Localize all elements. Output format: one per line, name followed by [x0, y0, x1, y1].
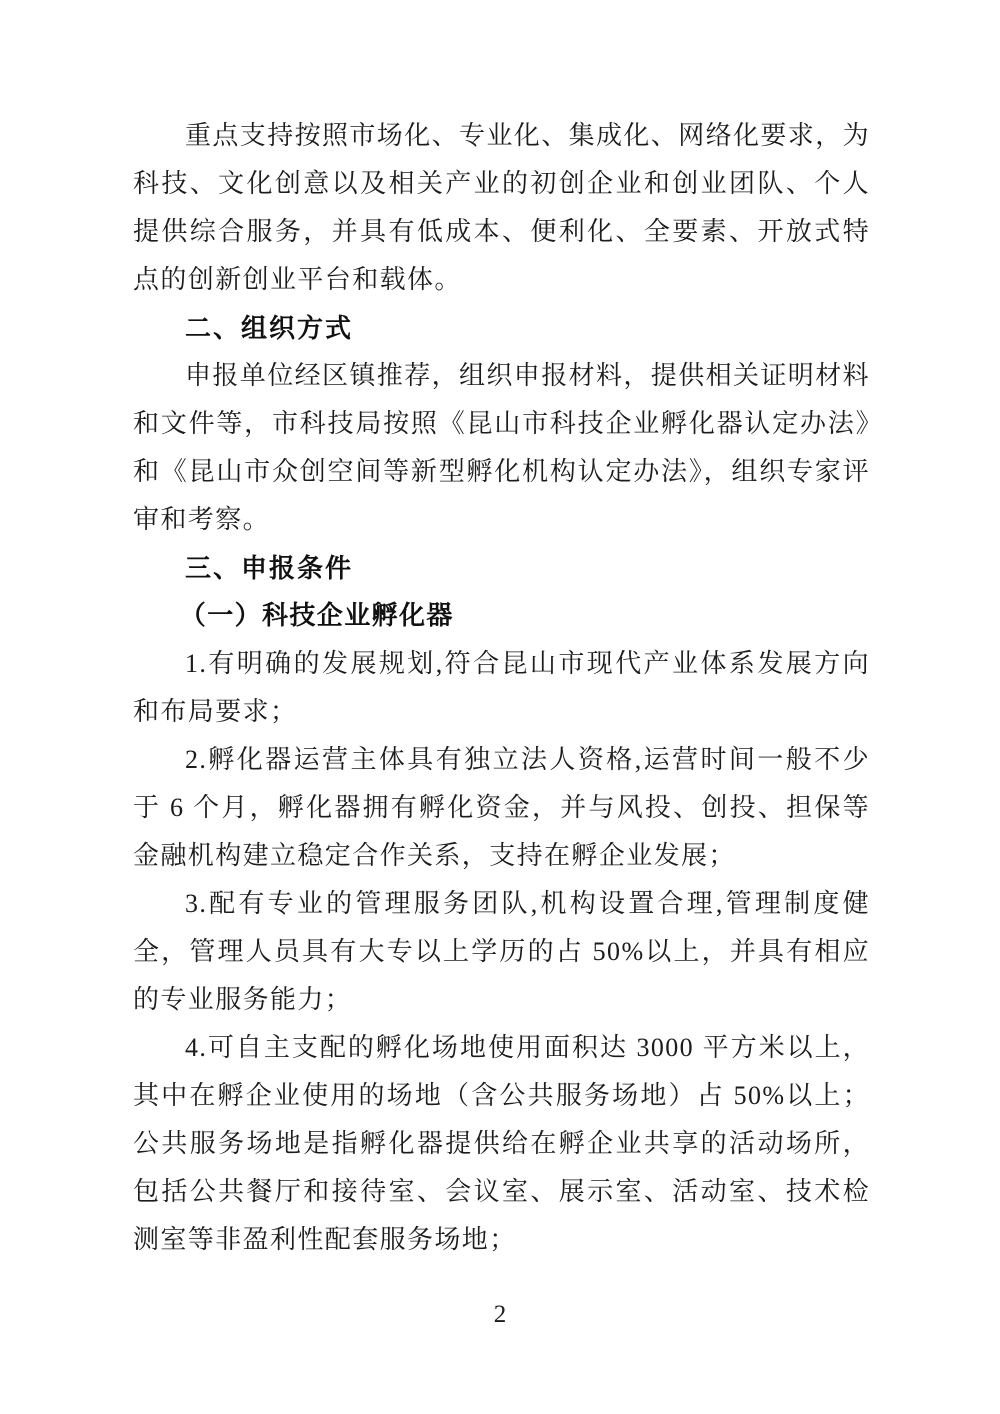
section-heading-organization: 二、组织方式	[185, 313, 354, 343]
paragraph-organization-method: 申报单位经区镇推荐，组织申报材料，提供相关证明材料和文件等，市科技局按照《昆山市科技企业孵化器认定办法》和《昆山市众创空间等新型孵化机构认定办法》，组织专家评审和考察。	[133, 361, 871, 534]
condition-item-4: 4.可自主支配的孵化场地使用面积达 3000 平方米以上，其中在孵企业使用的场地（含公共服务场地）占 50%以上；公共服务场地是指孵化器提供给在孵企业共享的活动场所，包括公共餐厅和接待室、会议室、展示室、活动室、技术检测室等非盈利性配套服务场地；	[133, 1033, 870, 1254]
page-number: 2	[493, 1301, 507, 1328]
condition-item-1: 1.有明确的发展规划,符合昆山市现代产业体系发展方向和布局要求；	[133, 649, 870, 726]
paragraph-platform-support: 重点支持按照市场化、专业化、集成化、网络化要求，为科技、文化创意以及相关产业的初创企业和创业团队、个人提供综合服务，并具有低成本、便利化、全要素、开放式特点的创新创业平台和载体。	[133, 121, 871, 294]
section-heading-application-conditions: 三、申报条件	[185, 553, 354, 583]
condition-item-3: 3.配有专业的管理服务团队,机构设置合理,管理制度健全，管理人员具有大专以上学历的占 50%以上，并具有相应的专业服务能力；	[133, 889, 870, 1014]
document-body	[133, 112, 870, 1264]
subsection-heading-tech-incubator: （一）科技企业孵化器	[179, 601, 454, 630]
condition-item-2: 2.孵化器运营主体具有独立法人资格,运营时间一般不少于 6 个月，孵化器拥有孵化资金，并与风投、创投、担保等金融机构建立稳定合作关系，支持在孵企业发展；	[133, 745, 870, 870]
